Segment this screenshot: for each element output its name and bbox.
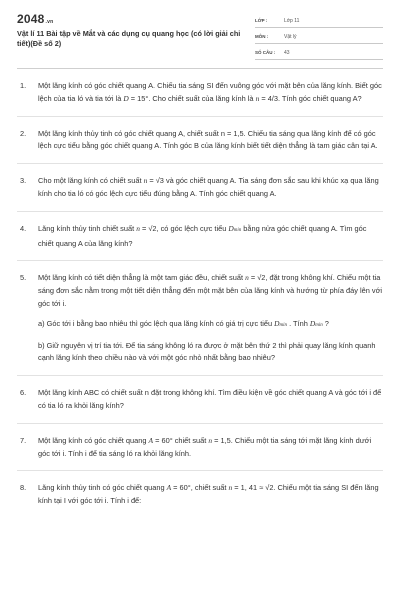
divider [17,116,383,117]
question-7: 7. Một lăng kính có góc chiết quang A = 60° chiết suất n = 1,5. Chiếu một tia sáng tới mặt lăng kính dưới góc tới i. Tính i để tia sáng ló ra khỏi lăng kính. [17,435,383,461]
question-text: Một lăng kính có góc chiết quang A = 60° chiết suất n = 1,5. Chiếu một tia sáng tới mặt lăng kính dưới góc tới i. Tính i để tia sáng ló ra khỏi lăng kính. [38,435,372,458]
question-text: Lăng kính thủy tinh chiết suất n = √2, có góc lệch cực tiểu Dmin bằng nửa góc chiết quang A. Tìm góc chiết quang A của lăng kính? [38,223,367,248]
question-3: 3. Cho một lăng kính có chiết suất n = √3 và góc chiết quang A. Tia sáng đơn sắc sau khi khúc xạ qua lăng kính cho tia ló có góc lệch cực tiểu đúng bằng A. Tính góc chiết quang A. [17,175,383,201]
meta-info [255,15,383,63]
divider [17,375,383,376]
question-4: 4. Lăng kính thủy tinh chiết suất n = √2, có góc lệch cực tiểu Dmin bằng nửa góc chiết quang A. Tìm góc chiết quang A của lăng kính? [17,223,383,251]
divider [17,163,383,164]
question-part-b: b) Giữ nguyên vị trí tia tới. Để tia sáng không ló ra được ở mặt bên thứ 2 thì phải quay lăng kính quanh cạnh lăng kính theo chiều nào và với một góc nhỏ nhất bằng bao nhiêu? [38,340,376,363]
question-1: 1. Một lăng kính có góc chiết quang A. Chiếu tia sáng SI đến vuông góc với mặt bên của lăng kính. Biết góc lệch của tia ló và tia tới là D = 15°. Cho chiết suất của lăng kính là n = 4/3. Tính góc chiết quang A? [17,80,383,106]
question-5: 5. Một lăng kính có tiết diện thẳng là một tam giác đều, chiết suất n = √2, đặt trong không khí. Chiếu một tia sáng đơn sắc nằm trong một tiết diện thẳng đến một mặt bên của lăng kính và hướng từ phía đáy lên với góc tới i. a) Góc tới i bằng bao nhiêu thì góc lệch qua lăng kính có giá trị cực tiểu Dmin . Tính Dmin ? b) Giữ nguyên vị trí tia tới. Để tia sáng không ló ra được ở mặt bên thứ 2 thì phải quay lăng kính quanh cạnh lăng kính theo chiều nào và với một góc nhỏ nhất bằng bao nhiêu? [17,272,383,365]
divider [17,470,383,471]
header-divider [17,68,383,69]
question-text: Lăng kính thủy tinh có góc chiết quang A = 60°, chiết suất n = 1, 41 ≈ √2. Chiếu một tia sáng SI đến lăng kính tại I với góc tới i. Tính i để: [38,483,379,506]
site-logo[interactable]: 2048.vn [17,12,54,26]
meta-row-subject: MÔN : Vật lý [255,31,383,44]
question-text: Một lăng kính có góc chiết quang A. Chiếu tia sáng SI đến vuông góc với mặt bên của lăng kính. Biết góc lệch của tia ló và tia tới là D = 15°. Cho chiết suất của lăng kính là n = 4/3. Tính góc chiết quang A? [38,81,382,103]
question-8: 8. Lăng kính thủy tinh có góc chiết quang A = 60°, chiết suất n = 1, 41 ≈ √2. Chiếu một tia sáng SI đến lăng kính tại I với góc tới i. Tính i để: [17,482,383,508]
question-text: Một lăng kính có tiết diện thẳng là một tam giác đều, chiết suất n = √2, đặt trong không khí. Chiếu một tia sáng đơn sắc nằm trong một tiết diện thẳng đến một mặt bên của lăng kính và hướng từ phía đáy lên với góc tới i. [38,273,383,308]
meta-row-count: SỐ CÂU : 43 [255,47,383,60]
header [0,0,400,64]
question-2: 2. Một lăng kính thủy tinh có góc chiết quang A, chiết suất n = 1,5. Chiếu tia sáng qua lăng kính để có góc lệch cực tiểu bằng góc chiết quang A. Tính góc B của lăng kính biết tiết diện thẳng là tam giác cân tại A. [17,128,383,154]
question-part-a: a) Góc tới i bằng bao nhiêu thì góc lệch qua lăng kính có giá trị cực tiểu Dmin . Tính Dmin ? [38,318,329,328]
question-6: 6. Một lăng kính ABC có chiết suất n đặt trong không khí. Tìm điều kiện về góc chiết quang A và góc tới i để có tia ló ra khỏi lăng kính? [17,387,383,413]
divider [17,260,383,261]
question-text: Cho một lăng kính có chiết suất n = √3 và góc chiết quang A. Tia sáng đơn sắc sau khi khúc xạ qua lăng kính cho tia ló có góc lệch cực tiểu đúng bằng A. Tính góc chiết quang A. [38,176,379,198]
page-title: Vật lí 11 Bài tập về Mắt và các dụng cụ quang học (có lời giải chi tiết)(Đề số 2) [17,29,241,48]
meta-row-grade: LỚP : Lớp 11 [255,15,383,28]
question-list [17,80,383,508]
divider [17,211,383,212]
question-text: Một lăng kính ABC có chiết suất n đặt trong không khí. Tìm điều kiện về góc chiết quang A và góc tới i để có tia ló ra khỏi lăng kính? [38,388,382,410]
question-text: Một lăng kính thủy tinh có góc chiết quang A, chiết suất n = 1,5. Chiếu tia sáng qua lăng kính để có góc lệch cực tiểu bằng góc chiết quang A. Tính góc B của lăng kính biết tiết diện thẳng là tam giác cân tại A. [38,128,378,151]
divider [17,423,383,424]
